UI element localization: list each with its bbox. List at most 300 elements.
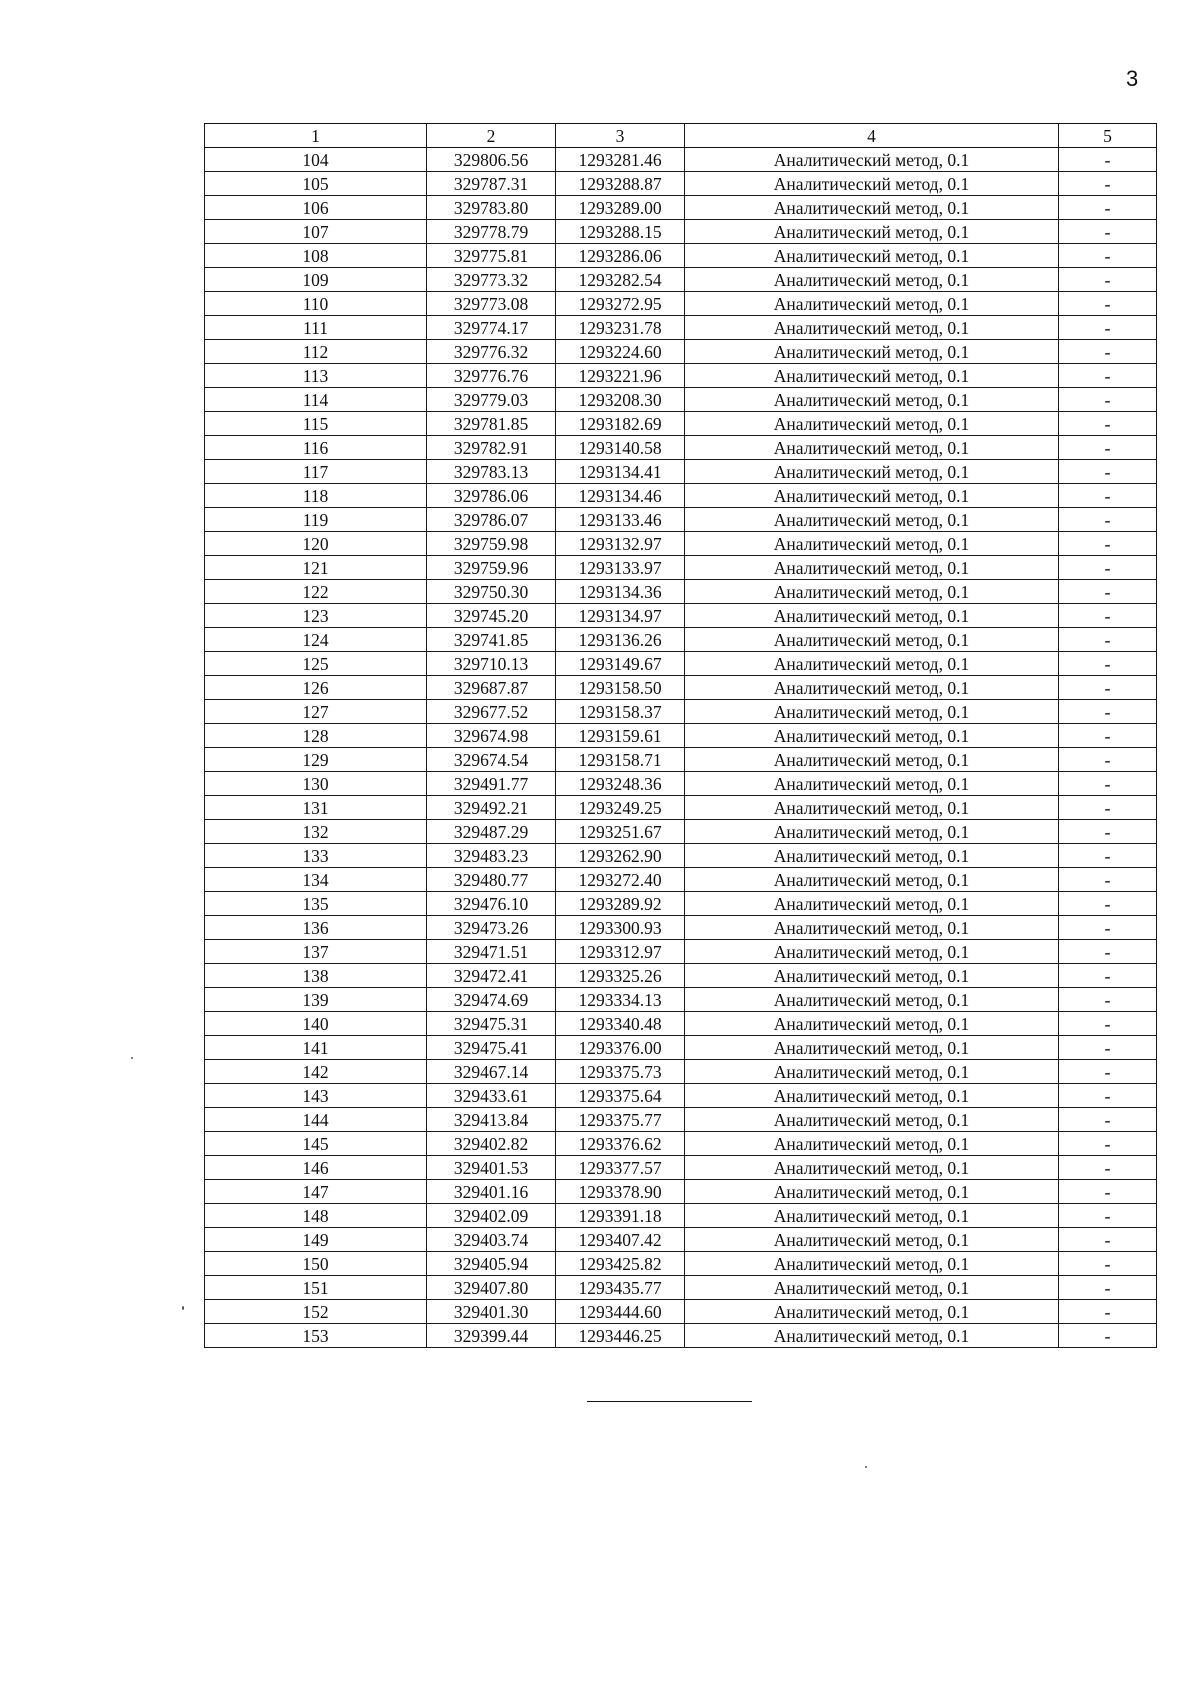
method-cell: Аналитический метод, 0.1 bbox=[685, 292, 1059, 316]
description-cell: - bbox=[1059, 1180, 1157, 1204]
method-cell: Аналитический метод, 0.1 bbox=[685, 844, 1059, 868]
description-cell: - bbox=[1059, 1036, 1157, 1060]
x-coordinate-cell: 329787.31 bbox=[427, 172, 556, 196]
point-number-cell: 142 bbox=[205, 1060, 427, 1084]
table-row bbox=[205, 1108, 1157, 1132]
table-row bbox=[205, 700, 1157, 724]
y-coordinate-cell: 1293231.78 bbox=[556, 316, 685, 340]
point-number-cell: 147 bbox=[205, 1180, 427, 1204]
point-number-cell: 144 bbox=[205, 1108, 427, 1132]
x-coordinate-cell: 329674.98 bbox=[427, 724, 556, 748]
method-cell: Аналитический метод, 0.1 bbox=[685, 1276, 1059, 1300]
point-number-cell: 107 bbox=[205, 220, 427, 244]
x-coordinate-cell: 329775.81 bbox=[427, 244, 556, 268]
table-row bbox=[205, 892, 1157, 916]
y-coordinate-cell: 1293132.97 bbox=[556, 532, 685, 556]
description-cell: - bbox=[1059, 484, 1157, 508]
header-row bbox=[205, 124, 1157, 148]
x-coordinate-cell: 329786.07 bbox=[427, 508, 556, 532]
method-cell: Аналитический метод, 0.1 bbox=[685, 244, 1059, 268]
x-coordinate-cell: 329773.08 bbox=[427, 292, 556, 316]
method-cell: Аналитический метод, 0.1 bbox=[685, 316, 1059, 340]
y-coordinate-cell: 1293224.60 bbox=[556, 340, 685, 364]
y-coordinate-cell: 1293312.97 bbox=[556, 940, 685, 964]
x-coordinate-cell: 329786.06 bbox=[427, 484, 556, 508]
point-number-cell: 122 bbox=[205, 580, 427, 604]
description-cell: - bbox=[1059, 220, 1157, 244]
description-cell: - bbox=[1059, 412, 1157, 436]
description-cell: - bbox=[1059, 916, 1157, 940]
table-row bbox=[205, 460, 1157, 484]
table-row bbox=[205, 724, 1157, 748]
description-cell: - bbox=[1059, 508, 1157, 532]
y-coordinate-cell: 1293281.46 bbox=[556, 148, 685, 172]
description-cell: - bbox=[1059, 1084, 1157, 1108]
method-cell: Аналитический метод, 0.1 bbox=[685, 628, 1059, 652]
table-row bbox=[205, 1036, 1157, 1060]
x-coordinate-cell: 329480.77 bbox=[427, 868, 556, 892]
table-row bbox=[205, 796, 1157, 820]
column-header-point-number: 1 bbox=[205, 124, 427, 148]
method-cell: Аналитический метод, 0.1 bbox=[685, 388, 1059, 412]
x-coordinate-cell: 329759.98 bbox=[427, 532, 556, 556]
y-coordinate-cell: 1293289.00 bbox=[556, 196, 685, 220]
point-number-cell: 140 bbox=[205, 1012, 427, 1036]
description-cell: - bbox=[1059, 1012, 1157, 1036]
scan-speck bbox=[865, 1466, 867, 1468]
description-cell: - bbox=[1059, 988, 1157, 1012]
y-coordinate-cell: 1293288.87 bbox=[556, 172, 685, 196]
table-row bbox=[205, 388, 1157, 412]
method-cell: Аналитический метод, 0.1 bbox=[685, 748, 1059, 772]
y-coordinate-cell: 1293334.13 bbox=[556, 988, 685, 1012]
y-coordinate-cell: 1293444.60 bbox=[556, 1300, 685, 1324]
point-number-cell: 104 bbox=[205, 148, 427, 172]
y-coordinate-cell: 1293377.57 bbox=[556, 1156, 685, 1180]
y-coordinate-cell: 1293375.73 bbox=[556, 1060, 685, 1084]
point-number-cell: 121 bbox=[205, 556, 427, 580]
y-coordinate-cell: 1293158.37 bbox=[556, 700, 685, 724]
method-cell: Аналитический метод, 0.1 bbox=[685, 700, 1059, 724]
description-cell: - bbox=[1059, 292, 1157, 316]
table-row bbox=[205, 676, 1157, 700]
table-row bbox=[205, 172, 1157, 196]
point-number-cell: 124 bbox=[205, 628, 427, 652]
method-cell: Аналитический метод, 0.1 bbox=[685, 532, 1059, 556]
description-cell: - bbox=[1059, 1228, 1157, 1252]
description-cell: - bbox=[1059, 1300, 1157, 1324]
x-coordinate-cell: 329492.21 bbox=[427, 796, 556, 820]
method-cell: Аналитический метод, 0.1 bbox=[685, 460, 1059, 484]
x-coordinate-cell: 329781.85 bbox=[427, 412, 556, 436]
y-coordinate-cell: 1293158.50 bbox=[556, 676, 685, 700]
method-cell: Аналитический метод, 0.1 bbox=[685, 892, 1059, 916]
x-coordinate-cell: 329401.16 bbox=[427, 1180, 556, 1204]
point-number-cell: 137 bbox=[205, 940, 427, 964]
table-row bbox=[205, 1156, 1157, 1180]
description-cell: - bbox=[1059, 796, 1157, 820]
point-number-cell: 118 bbox=[205, 484, 427, 508]
x-coordinate-cell: 329778.79 bbox=[427, 220, 556, 244]
point-number-cell: 128 bbox=[205, 724, 427, 748]
point-number-cell: 131 bbox=[205, 796, 427, 820]
table-row bbox=[205, 1276, 1157, 1300]
table-row bbox=[205, 652, 1157, 676]
description-cell: - bbox=[1059, 172, 1157, 196]
description-cell: - bbox=[1059, 460, 1157, 484]
table-row bbox=[205, 604, 1157, 628]
description-cell: - bbox=[1059, 316, 1157, 340]
x-coordinate-cell: 329487.29 bbox=[427, 820, 556, 844]
point-number-cell: 130 bbox=[205, 772, 427, 796]
x-coordinate-cell: 329674.54 bbox=[427, 748, 556, 772]
y-coordinate-cell: 1293288.15 bbox=[556, 220, 685, 244]
description-cell: - bbox=[1059, 892, 1157, 916]
method-cell: Аналитический метод, 0.1 bbox=[685, 1228, 1059, 1252]
table-row bbox=[205, 1252, 1157, 1276]
table-row bbox=[205, 964, 1157, 988]
point-number-cell: 105 bbox=[205, 172, 427, 196]
table-row bbox=[205, 364, 1157, 388]
description-cell: - bbox=[1059, 436, 1157, 460]
x-coordinate-cell: 329475.31 bbox=[427, 1012, 556, 1036]
method-cell: Аналитический метод, 0.1 bbox=[685, 196, 1059, 220]
method-cell: Аналитический метод, 0.1 bbox=[685, 916, 1059, 940]
point-number-cell: 141 bbox=[205, 1036, 427, 1060]
description-cell: - bbox=[1059, 556, 1157, 580]
table-row bbox=[205, 916, 1157, 940]
table-row bbox=[205, 1012, 1157, 1036]
method-cell: Аналитический метод, 0.1 bbox=[685, 724, 1059, 748]
column-header-description: 5 bbox=[1059, 124, 1157, 148]
method-cell: Аналитический метод, 0.1 bbox=[685, 148, 1059, 172]
point-number-cell: 112 bbox=[205, 340, 427, 364]
x-coordinate-cell: 329783.80 bbox=[427, 196, 556, 220]
point-number-cell: 108 bbox=[205, 244, 427, 268]
y-coordinate-cell: 1293289.92 bbox=[556, 892, 685, 916]
x-coordinate-cell: 329710.13 bbox=[427, 652, 556, 676]
y-coordinate-cell: 1293340.48 bbox=[556, 1012, 685, 1036]
x-coordinate-cell: 329773.32 bbox=[427, 268, 556, 292]
method-cell: Аналитический метод, 0.1 bbox=[685, 268, 1059, 292]
description-cell: - bbox=[1059, 700, 1157, 724]
table-row bbox=[205, 412, 1157, 436]
description-cell: - bbox=[1059, 580, 1157, 604]
description-cell: - bbox=[1059, 1108, 1157, 1132]
x-coordinate-cell: 329475.41 bbox=[427, 1036, 556, 1060]
method-cell: Аналитический метод, 0.1 bbox=[685, 652, 1059, 676]
point-number-cell: 106 bbox=[205, 196, 427, 220]
column-header-method: 4 bbox=[685, 124, 1059, 148]
point-number-cell: 145 bbox=[205, 1132, 427, 1156]
x-coordinate-cell: 329399.44 bbox=[427, 1324, 556, 1348]
x-coordinate-cell: 329491.77 bbox=[427, 772, 556, 796]
y-coordinate-cell: 1293149.67 bbox=[556, 652, 685, 676]
x-coordinate-cell: 329472.41 bbox=[427, 964, 556, 988]
description-cell: - bbox=[1059, 1156, 1157, 1180]
x-coordinate-cell: 329776.32 bbox=[427, 340, 556, 364]
description-cell: - bbox=[1059, 940, 1157, 964]
description-cell: - bbox=[1059, 964, 1157, 988]
point-number-cell: 151 bbox=[205, 1276, 427, 1300]
method-cell: Аналитический метод, 0.1 bbox=[685, 1084, 1059, 1108]
method-cell: Аналитический метод, 0.1 bbox=[685, 940, 1059, 964]
method-cell: Аналитический метод, 0.1 bbox=[685, 340, 1059, 364]
point-number-cell: 133 bbox=[205, 844, 427, 868]
x-coordinate-cell: 329774.17 bbox=[427, 316, 556, 340]
point-number-cell: 134 bbox=[205, 868, 427, 892]
y-coordinate-cell: 1293133.97 bbox=[556, 556, 685, 580]
description-cell: - bbox=[1059, 724, 1157, 748]
description-cell: - bbox=[1059, 820, 1157, 844]
x-coordinate-cell: 329401.53 bbox=[427, 1156, 556, 1180]
point-number-cell: 123 bbox=[205, 604, 427, 628]
description-cell: - bbox=[1059, 628, 1157, 652]
table-row bbox=[205, 340, 1157, 364]
description-cell: - bbox=[1059, 1132, 1157, 1156]
point-number-cell: 109 bbox=[205, 268, 427, 292]
table-row bbox=[205, 580, 1157, 604]
x-coordinate-cell: 329776.76 bbox=[427, 364, 556, 388]
method-cell: Аналитический метод, 0.1 bbox=[685, 868, 1059, 892]
point-number-cell: 125 bbox=[205, 652, 427, 676]
scan-speck bbox=[131, 1057, 133, 1059]
y-coordinate-cell: 1293435.77 bbox=[556, 1276, 685, 1300]
description-cell: - bbox=[1059, 1060, 1157, 1084]
table-row bbox=[205, 196, 1157, 220]
x-coordinate-cell: 329474.69 bbox=[427, 988, 556, 1012]
table-row bbox=[205, 556, 1157, 580]
point-number-cell: 138 bbox=[205, 964, 427, 988]
table-row bbox=[205, 316, 1157, 340]
method-cell: Аналитический метод, 0.1 bbox=[685, 1036, 1059, 1060]
y-coordinate-cell: 1293159.61 bbox=[556, 724, 685, 748]
y-coordinate-cell: 1293249.25 bbox=[556, 796, 685, 820]
y-coordinate-cell: 1293140.58 bbox=[556, 436, 685, 460]
method-cell: Аналитический метод, 0.1 bbox=[685, 484, 1059, 508]
method-cell: Аналитический метод, 0.1 bbox=[685, 556, 1059, 580]
table-row bbox=[205, 628, 1157, 652]
table-body bbox=[205, 148, 1157, 1348]
y-coordinate-cell: 1293446.25 bbox=[556, 1324, 685, 1348]
method-cell: Аналитический метод, 0.1 bbox=[685, 988, 1059, 1012]
table-row bbox=[205, 292, 1157, 316]
description-cell: - bbox=[1059, 772, 1157, 796]
description-cell: - bbox=[1059, 196, 1157, 220]
x-coordinate-cell: 329402.09 bbox=[427, 1204, 556, 1228]
point-number-cell: 132 bbox=[205, 820, 427, 844]
description-cell: - bbox=[1059, 1276, 1157, 1300]
y-coordinate-cell: 1293251.67 bbox=[556, 820, 685, 844]
y-coordinate-cell: 1293300.93 bbox=[556, 916, 685, 940]
x-coordinate-cell: 329403.74 bbox=[427, 1228, 556, 1252]
table-row bbox=[205, 748, 1157, 772]
method-cell: Аналитический метод, 0.1 bbox=[685, 1132, 1059, 1156]
table-row bbox=[205, 244, 1157, 268]
method-cell: Аналитический метод, 0.1 bbox=[685, 172, 1059, 196]
y-coordinate-cell: 1293391.18 bbox=[556, 1204, 685, 1228]
y-coordinate-cell: 1293248.36 bbox=[556, 772, 685, 796]
table-row bbox=[205, 1180, 1157, 1204]
y-coordinate-cell: 1293221.96 bbox=[556, 364, 685, 388]
table-row bbox=[205, 532, 1157, 556]
method-cell: Аналитический метод, 0.1 bbox=[685, 604, 1059, 628]
x-coordinate-cell: 329779.03 bbox=[427, 388, 556, 412]
scan-speck bbox=[182, 1306, 184, 1310]
y-coordinate-cell: 1293282.54 bbox=[556, 268, 685, 292]
method-cell: Аналитический метод, 0.1 bbox=[685, 1012, 1059, 1036]
y-coordinate-cell: 1293134.46 bbox=[556, 484, 685, 508]
y-coordinate-cell: 1293134.97 bbox=[556, 604, 685, 628]
point-number-cell: 127 bbox=[205, 700, 427, 724]
point-number-cell: 111 bbox=[205, 316, 427, 340]
y-coordinate-cell: 1293134.41 bbox=[556, 460, 685, 484]
point-number-cell: 136 bbox=[205, 916, 427, 940]
table-row bbox=[205, 268, 1157, 292]
table-row bbox=[205, 484, 1157, 508]
x-coordinate-cell: 329471.51 bbox=[427, 940, 556, 964]
method-cell: Аналитический метод, 0.1 bbox=[685, 1180, 1059, 1204]
point-number-cell: 117 bbox=[205, 460, 427, 484]
description-cell: - bbox=[1059, 1252, 1157, 1276]
table-row bbox=[205, 1204, 1157, 1228]
x-coordinate-cell: 329473.26 bbox=[427, 916, 556, 940]
table-row bbox=[205, 1132, 1157, 1156]
table-row bbox=[205, 436, 1157, 460]
point-number-cell: 150 bbox=[205, 1252, 427, 1276]
description-cell: - bbox=[1059, 748, 1157, 772]
y-coordinate-cell: 1293407.42 bbox=[556, 1228, 685, 1252]
y-coordinate-cell: 1293378.90 bbox=[556, 1180, 685, 1204]
table-row bbox=[205, 508, 1157, 532]
table-row bbox=[205, 868, 1157, 892]
y-coordinate-cell: 1293286.06 bbox=[556, 244, 685, 268]
description-cell: - bbox=[1059, 244, 1157, 268]
method-cell: Аналитический метод, 0.1 bbox=[685, 964, 1059, 988]
table-row bbox=[205, 940, 1157, 964]
page-number: 3 bbox=[1126, 66, 1139, 91]
y-coordinate-cell: 1293375.77 bbox=[556, 1108, 685, 1132]
y-coordinate-cell: 1293158.71 bbox=[556, 748, 685, 772]
description-cell: - bbox=[1059, 268, 1157, 292]
y-coordinate-cell: 1293375.64 bbox=[556, 1084, 685, 1108]
method-cell: Аналитический метод, 0.1 bbox=[685, 796, 1059, 820]
x-coordinate-cell: 329677.52 bbox=[427, 700, 556, 724]
end-divider bbox=[587, 1401, 752, 1402]
x-coordinate-cell: 329402.82 bbox=[427, 1132, 556, 1156]
method-cell: Аналитический метод, 0.1 bbox=[685, 1324, 1059, 1348]
table-row bbox=[205, 1084, 1157, 1108]
x-coordinate-cell: 329405.94 bbox=[427, 1252, 556, 1276]
table-row bbox=[205, 844, 1157, 868]
description-cell: - bbox=[1059, 148, 1157, 172]
point-number-cell: 149 bbox=[205, 1228, 427, 1252]
y-coordinate-cell: 1293376.62 bbox=[556, 1132, 685, 1156]
point-number-cell: 110 bbox=[205, 292, 427, 316]
table-row bbox=[205, 1300, 1157, 1324]
y-coordinate-cell: 1293133.46 bbox=[556, 508, 685, 532]
y-coordinate-cell: 1293208.30 bbox=[556, 388, 685, 412]
description-cell: - bbox=[1059, 388, 1157, 412]
point-number-cell: 115 bbox=[205, 412, 427, 436]
x-coordinate-cell: 329750.30 bbox=[427, 580, 556, 604]
description-cell: - bbox=[1059, 844, 1157, 868]
x-coordinate-cell: 329413.84 bbox=[427, 1108, 556, 1132]
point-number-cell: 143 bbox=[205, 1084, 427, 1108]
description-cell: - bbox=[1059, 340, 1157, 364]
y-coordinate-cell: 1293272.40 bbox=[556, 868, 685, 892]
table-row bbox=[205, 220, 1157, 244]
y-coordinate-cell: 1293262.90 bbox=[556, 844, 685, 868]
y-coordinate-cell: 1293325.26 bbox=[556, 964, 685, 988]
y-coordinate-cell: 1293134.36 bbox=[556, 580, 685, 604]
method-cell: Аналитический метод, 0.1 bbox=[685, 1060, 1059, 1084]
table-row bbox=[205, 820, 1157, 844]
table-row bbox=[205, 772, 1157, 796]
description-cell: - bbox=[1059, 604, 1157, 628]
y-coordinate-cell: 1293182.69 bbox=[556, 412, 685, 436]
point-number-cell: 114 bbox=[205, 388, 427, 412]
table-row bbox=[205, 148, 1157, 172]
method-cell: Аналитический метод, 0.1 bbox=[685, 820, 1059, 844]
point-number-cell: 113 bbox=[205, 364, 427, 388]
description-cell: - bbox=[1059, 1204, 1157, 1228]
point-number-cell: 120 bbox=[205, 532, 427, 556]
method-cell: Аналитический метод, 0.1 bbox=[685, 436, 1059, 460]
table-row bbox=[205, 1324, 1157, 1348]
y-coordinate-cell: 1293272.95 bbox=[556, 292, 685, 316]
method-cell: Аналитический метод, 0.1 bbox=[685, 580, 1059, 604]
x-coordinate-cell: 329759.96 bbox=[427, 556, 556, 580]
y-coordinate-cell: 1293376.00 bbox=[556, 1036, 685, 1060]
point-number-cell: 139 bbox=[205, 988, 427, 1012]
coordinates-table bbox=[204, 123, 1157, 1348]
point-number-cell: 153 bbox=[205, 1324, 427, 1348]
description-cell: - bbox=[1059, 1324, 1157, 1348]
x-coordinate-cell: 329467.14 bbox=[427, 1060, 556, 1084]
point-number-cell: 148 bbox=[205, 1204, 427, 1228]
x-coordinate-cell: 329433.61 bbox=[427, 1084, 556, 1108]
method-cell: Аналитический метод, 0.1 bbox=[685, 412, 1059, 436]
method-cell: Аналитический метод, 0.1 bbox=[685, 364, 1059, 388]
x-coordinate-cell: 329806.56 bbox=[427, 148, 556, 172]
y-coordinate-cell: 1293425.82 bbox=[556, 1252, 685, 1276]
x-coordinate-cell: 329741.85 bbox=[427, 628, 556, 652]
method-cell: Аналитический метод, 0.1 bbox=[685, 1204, 1059, 1228]
description-cell: - bbox=[1059, 364, 1157, 388]
method-cell: Аналитический метод, 0.1 bbox=[685, 772, 1059, 796]
x-coordinate-cell: 329407.80 bbox=[427, 1276, 556, 1300]
y-coordinate-cell: 1293136.26 bbox=[556, 628, 685, 652]
table-row bbox=[205, 1228, 1157, 1252]
x-coordinate-cell: 329476.10 bbox=[427, 892, 556, 916]
point-number-cell: 146 bbox=[205, 1156, 427, 1180]
table-row bbox=[205, 988, 1157, 1012]
point-number-cell: 135 bbox=[205, 892, 427, 916]
method-cell: Аналитический метод, 0.1 bbox=[685, 1108, 1059, 1132]
description-cell: - bbox=[1059, 532, 1157, 556]
method-cell: Аналитический метод, 0.1 bbox=[685, 676, 1059, 700]
method-cell: Аналитический метод, 0.1 bbox=[685, 220, 1059, 244]
table-header bbox=[205, 124, 1157, 148]
column-header-x: 2 bbox=[427, 124, 556, 148]
method-cell: Аналитический метод, 0.1 bbox=[685, 1156, 1059, 1180]
table-row bbox=[205, 1060, 1157, 1084]
column-header-y: 3 bbox=[556, 124, 685, 148]
point-number-cell: 116 bbox=[205, 436, 427, 460]
description-cell: - bbox=[1059, 652, 1157, 676]
description-cell: - bbox=[1059, 676, 1157, 700]
